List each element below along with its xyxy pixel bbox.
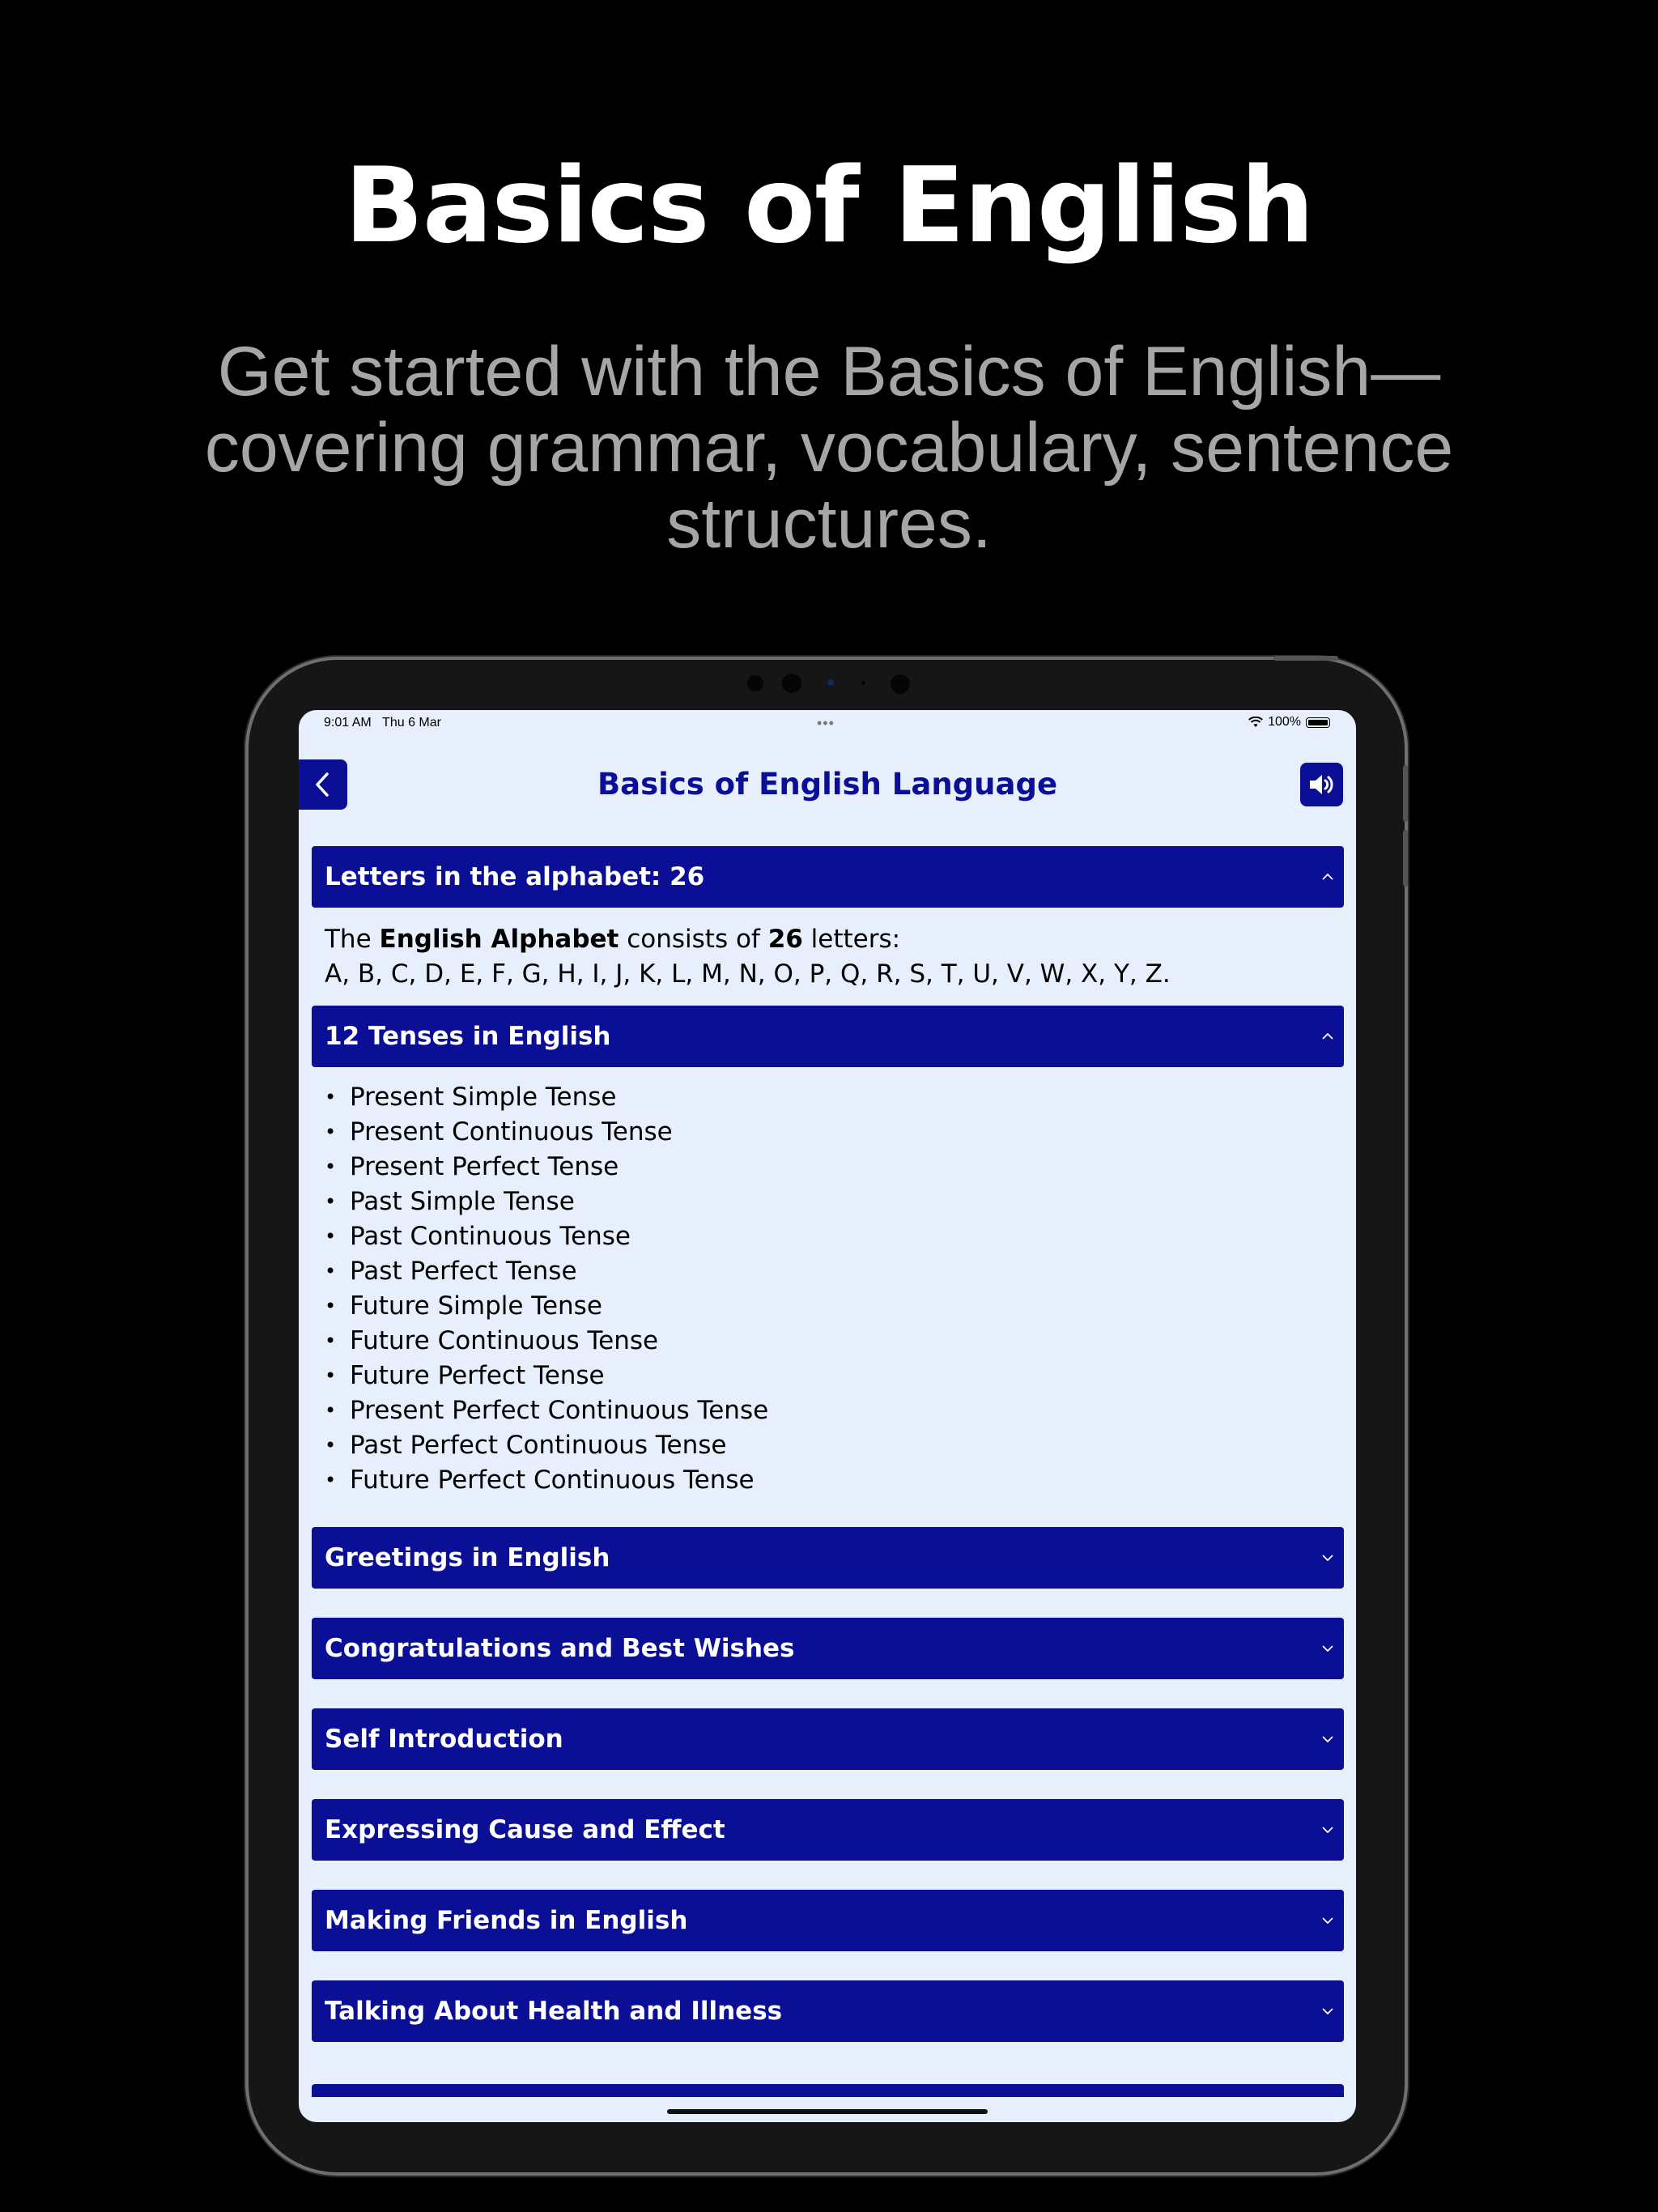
collapsed-sections bbox=[312, 1527, 1344, 2042]
tense-item: • Past Perfect Tense bbox=[325, 1254, 1331, 1289]
accordion-header-tenses[interactable] bbox=[312, 1006, 1344, 1067]
alphabet-description: The English Alphabet consists of 26 letters: bbox=[325, 925, 901, 954]
tense-item: • Present Continuous Tense bbox=[325, 1115, 1331, 1150]
status-right bbox=[1248, 715, 1330, 730]
tense-item: • Past Continuous Tense bbox=[325, 1219, 1331, 1254]
accordion-header-alphabet[interactable] bbox=[312, 846, 1344, 908]
next-section-header-partial[interactable] bbox=[312, 2084, 1344, 2097]
volume-up-button bbox=[1403, 765, 1408, 822]
chevron-up-icon bbox=[1320, 869, 1336, 885]
battery-icon bbox=[1306, 717, 1330, 728]
chevron-down-icon bbox=[1320, 1912, 1336, 1929]
accordion-header[interactable] bbox=[312, 1618, 1344, 1679]
chevron-down-icon bbox=[1320, 1822, 1336, 1838]
accordion-title: Self Introduction bbox=[325, 1725, 563, 1754]
speaker-icon bbox=[1307, 772, 1337, 798]
chevron-up-icon bbox=[1320, 1028, 1336, 1044]
top-button bbox=[1273, 656, 1338, 661]
page-title: Basics of English Language bbox=[597, 767, 1058, 802]
alphabet-content bbox=[312, 908, 1344, 1006]
tense-item: • Future Continuous Tense bbox=[325, 1324, 1331, 1359]
app-screen bbox=[299, 710, 1356, 2122]
accordion-title: Expressing Cause and Effect bbox=[325, 1815, 725, 1844]
camera-array bbox=[0, 672, 1658, 696]
accordion-header[interactable] bbox=[312, 1890, 1344, 1951]
volume-down-button bbox=[1403, 830, 1408, 887]
accordion-title: 12 Tenses in English bbox=[325, 1022, 611, 1051]
chevron-down-icon bbox=[1320, 2003, 1336, 2019]
accordion-title: Congratulations and Best Wishes bbox=[325, 1634, 795, 1663]
accordion-title: Greetings in English bbox=[325, 1543, 610, 1572]
tense-item: • Past Perfect Continuous Tense bbox=[325, 1428, 1331, 1463]
chevron-down-icon bbox=[1320, 1550, 1336, 1566]
battery-percent: 100% bbox=[1268, 715, 1301, 729]
accordion-header[interactable] bbox=[312, 1980, 1344, 2042]
home-indicator[interactable] bbox=[667, 2109, 988, 2114]
tense-item: • Present Perfect Tense bbox=[325, 1150, 1331, 1185]
chevron-down-icon bbox=[1320, 1731, 1336, 1747]
tense-item: • Future Simple Tense bbox=[325, 1289, 1331, 1324]
tense-item: • Present Simple Tense bbox=[325, 1080, 1331, 1115]
accordion-header[interactable] bbox=[312, 1527, 1344, 1589]
tense-item: • Future Perfect Tense bbox=[325, 1359, 1331, 1393]
accordion-header[interactable] bbox=[312, 1799, 1344, 1861]
wifi-icon bbox=[1248, 717, 1263, 728]
speaker-button[interactable] bbox=[1300, 763, 1343, 806]
tenses-content bbox=[312, 1067, 1344, 1527]
chevron-down-icon bbox=[1320, 1640, 1336, 1657]
accordion-title: Talking About Health and Illness bbox=[325, 1997, 783, 2026]
alphabet-letters: A, B, C, D, E, F, G, H, I, J, K, L, M, N, O, P, Q, R, S, T, U, V, W, X, Y, Z. bbox=[325, 959, 1171, 989]
status-time: 9:01 AM Thu 6 Mar bbox=[324, 716, 441, 730]
accordion-list bbox=[312, 846, 1344, 2071]
accordion-title: Letters in the alphabet: 26 bbox=[325, 862, 705, 891]
hero-subtitle: Get started with the Basics of English—covering grammar, vocabulary, sentence structures. bbox=[204, 333, 1454, 563]
tense-item: • Present Perfect Continuous Tense bbox=[325, 1393, 1331, 1428]
hero-title: Basics of English bbox=[344, 146, 1314, 266]
tense-item: • Future Perfect Continuous Tense bbox=[325, 1463, 1331, 1498]
tense-item: • Past Simple Tense bbox=[325, 1185, 1331, 1219]
multitask-dots[interactable]: ••• bbox=[817, 715, 835, 731]
tenses-list bbox=[325, 1080, 1331, 1498]
accordion-title: Making Friends in English bbox=[325, 1906, 688, 1935]
accordion-header[interactable] bbox=[312, 1708, 1344, 1770]
